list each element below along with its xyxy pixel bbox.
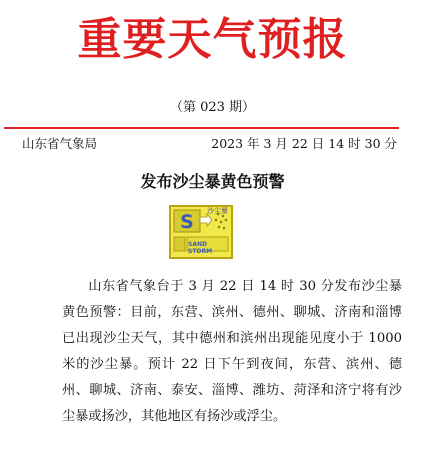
sandstorm-yellow-warning-icon [169,205,233,259]
warning-body [62,274,402,430]
masthead-title: 重要天气预报 [77,14,348,65]
issue-number: （第 023 期） [169,100,256,115]
warning-title: 发布沙尘暴黄色预警 [140,172,285,191]
body-paragraph: 山东省气象台于 3 月 22 日 14 时 30 分发布沙尘暴黄色预警：目前，东营、滨州、德州、聊城、济南和淄博已出现沙尘天气，其中德州和滨州出现能见度小于 1000 米的沙尘暴。预计 22 日下午到夜间，东营、滨州、德州、聊城、济南、泰安、淄博、潍坊、菏泽和济宁将有沙尘暴或扬沙，其他地区有扬沙或浮尘。 [62,279,402,424]
issuer-name: 山东省气象局 [22,136,98,151]
svg-text:S: S [180,211,194,233]
issue-datetime: 2023 年 3 月 22 日 14 时 30 分 [211,136,397,151]
badge-label-cn: 沙尘暴 [207,207,228,215]
badge-label-en: SAND STORM [188,241,213,255]
red-divider [4,127,399,129]
